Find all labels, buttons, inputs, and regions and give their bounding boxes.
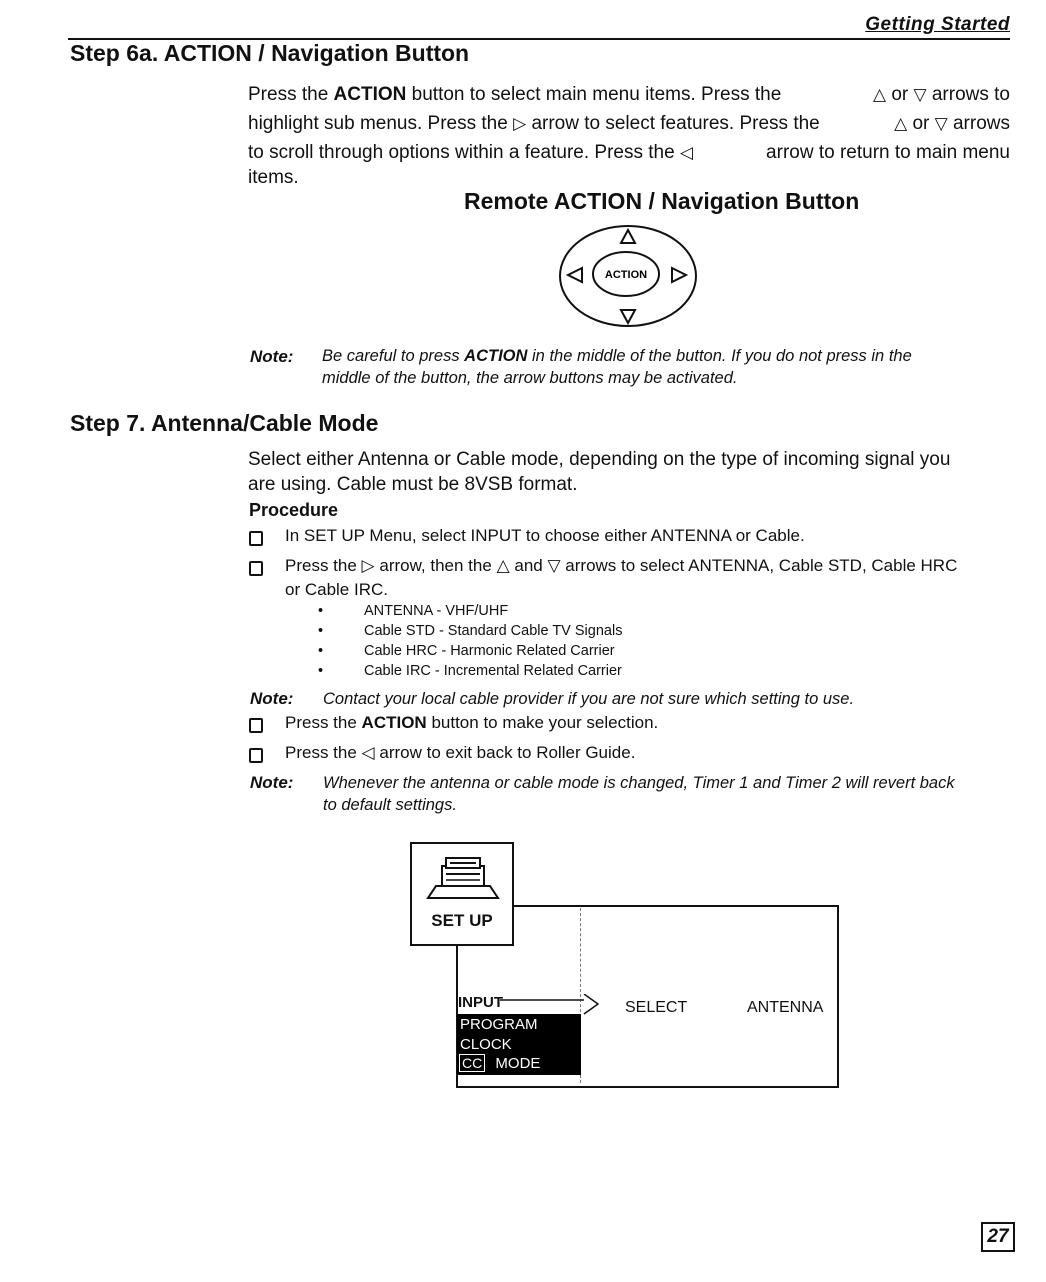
up-arrow-icon: △ (894, 114, 908, 133)
bullet-list (318, 601, 622, 681)
up-arrow-icon: △ (872, 85, 887, 104)
menu-item-program: PROGRAM (460, 1016, 538, 1033)
menu-pointer-arrow-icon (500, 994, 604, 1016)
remote-action-figure (556, 222, 700, 332)
nav-left-arrow-icon (568, 268, 582, 282)
right-arrow-icon: ▷ (361, 556, 375, 575)
step7-intro: Select either Antenna or Cable mode, depending on the type of incoming signal you are using. Cable must be 8VSB format. (248, 449, 951, 495)
cc-icon: CC (459, 1054, 485, 1072)
menu-item-clock: CLOCK (460, 1036, 512, 1053)
list-item: • Cable HRC - Harmonic Related Carrier (318, 643, 615, 659)
left-arrow-icon: ◁ (679, 143, 694, 162)
note-label: Note: (250, 773, 294, 792)
note-label: Note: (250, 689, 294, 708)
nav-up-arrow-icon (621, 230, 635, 243)
menu-item-input: INPUT (458, 994, 503, 1011)
nav-right-arrow-icon (672, 268, 686, 282)
list-item: • ANTENNA - VHF/UHF (318, 603, 509, 619)
step6a-title: Step 6a. ACTION / Navigation Button (70, 40, 470, 66)
setup-tab-label: SET UP (431, 911, 493, 930)
down-arrow-icon: ▽ (934, 114, 948, 133)
figure-title: Remote ACTION / Navigation Button (464, 188, 860, 214)
step7-title: Step 7. Antenna/Cable Mode (70, 410, 379, 436)
checkbox-icon (249, 718, 263, 733)
procedure-item-2: Press the ▷ arrow, then the △ and ▽ arrows to select ANTENNA, Cable STD, Cable HRC or Cable IRC. (285, 556, 958, 599)
checkbox-icon (249, 748, 263, 763)
page-number: 27 (981, 1222, 1015, 1252)
section-header: Getting Started (865, 14, 1010, 35)
nav-down-arrow-icon (621, 310, 635, 323)
list-item: • Cable IRC - Incremental Related Carrier (318, 663, 622, 679)
checkbox-icon (249, 531, 263, 546)
menu-select-label: SELECT (625, 999, 688, 1016)
setup-toolbox-icon (412, 844, 512, 910)
procedure-heading: Procedure (249, 500, 339, 520)
menu-item-cc-mode: CC MODE (459, 1055, 540, 1072)
down-arrow-icon: ▽ (547, 556, 561, 575)
procedure-item-1: In SET UP Menu, select INPUT to choose either ANTENNA or Cable. (285, 526, 805, 545)
up-arrow-icon: △ (496, 556, 510, 575)
left-arrow-icon: ◁ (361, 743, 375, 762)
setup-tab (410, 842, 514, 946)
step6a-paragraph: Press the ACTION button to select main menu items. Press the △ or ▽ arrows to highlight sub menus. Press the ▷ arrow to select features. Press the △ or ▽ arrows to scroll through options within a feature. Press the ◁ arrow to return to main menu items. (248, 84, 1010, 188)
procedure-item-3: Press the ACTION button to make your selection. (285, 713, 659, 732)
checkbox-icon (249, 561, 263, 576)
note-text: Contact your local cable provider if you are not sure which setting to use. (323, 690, 855, 708)
action-button-label: ACTION (604, 269, 648, 281)
note-label: Note: (250, 347, 294, 366)
note-text: Be careful to press ACTION in the middle of the button. If you do not press in the middle of the button, the arrow buttons may be activated. (322, 347, 912, 387)
note-text: Whenever the antenna or cable mode is changed, Timer 1 and Timer 2 will revert back to default settings. (323, 774, 955, 814)
list-item: • Cable STD - Standard Cable TV Signals (318, 623, 623, 639)
down-arrow-icon: ▽ (913, 85, 927, 104)
right-arrow-icon: ▷ (513, 114, 527, 133)
procedure-item-4: Press the ◁ arrow to exit back to Roller Guide. (285, 743, 636, 762)
menu-value-antenna: ANTENNA (747, 999, 824, 1016)
